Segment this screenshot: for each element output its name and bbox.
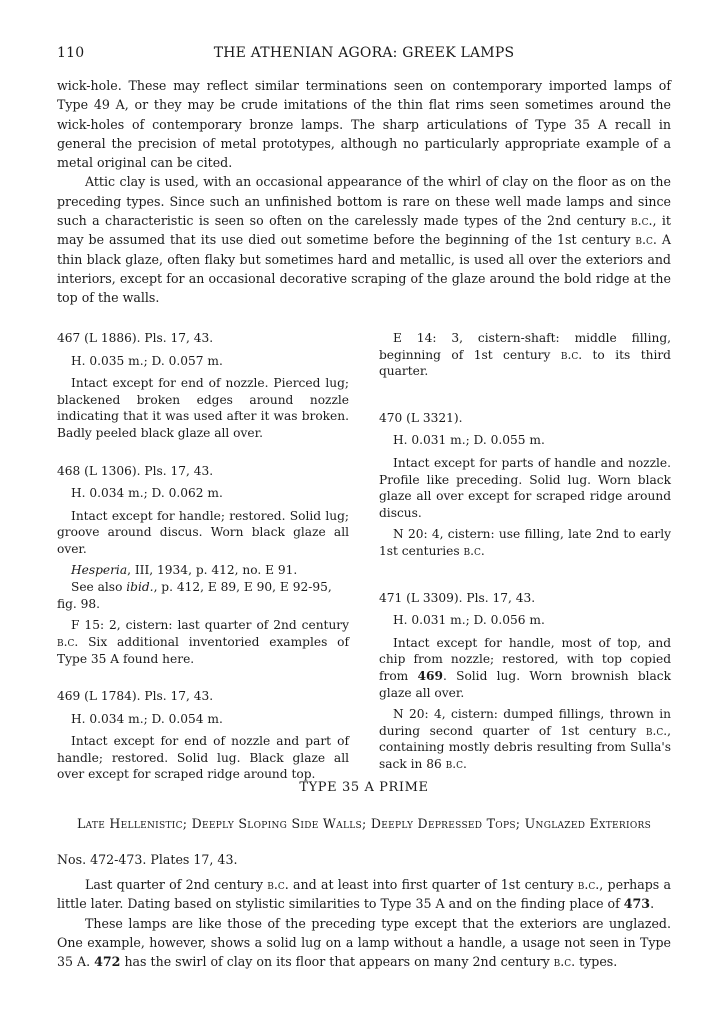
era-abbrev: b.c. xyxy=(445,756,467,771)
text-run: A thin black glaze, often flaky but sometimes hard and metallic, is used all over the exteriors and interiors, except for an occasional decorative scraping of the glaze around the bold ridge at the top of the walls. xyxy=(57,232,671,306)
text-run: These lamps are like those of the preceding type except that the exteriors are unglazed. One example, however, shows a solid lug on a lamp without a handle, a usage not seen in Type 35 A. xyxy=(57,915,671,970)
intro-paragraph-2 xyxy=(57,172,671,307)
running-header xyxy=(57,45,671,65)
text-run: , perhaps a little later. Dating based on stylistic similarities to Type 35 A and on the finding place of xyxy=(57,877,671,912)
section-subheading: Late Hellenistic; Deeply Sloping Side Walls; Deeply Depressed Tops; Unglazed Exteriors xyxy=(76,816,652,831)
era-abbrev: b.c. xyxy=(463,543,485,558)
section-heading: TYPE 35 A PRIME xyxy=(299,780,429,795)
text-run: See also xyxy=(71,580,127,595)
entry-heading: 468 (L 1306). Pls. 17, 43. xyxy=(57,463,214,478)
text-run: , III, 1934, p. 412, no. E 91. xyxy=(127,562,298,577)
entry-see-also xyxy=(57,579,349,612)
text-run: and at least into first quarter of 1st century xyxy=(288,877,578,892)
ibid-ref: ibid. xyxy=(126,580,154,595)
intro-text xyxy=(57,76,671,308)
entry-heading: 469 (L 1784). Pls. 17, 43. xyxy=(57,689,214,704)
text-run: Six additional inventoried examples of Type 35 A found here. xyxy=(57,634,349,666)
era-abbrev: b.c. xyxy=(630,213,653,229)
text-run: types. xyxy=(575,954,618,970)
section-paragraph-1 xyxy=(57,875,671,914)
text-run: N 20: 4, cistern: dumped fillings, thrown in during second quarter of 1st century xyxy=(379,707,671,738)
catalogue-numbers: Nos. 472-473. Plates 17, 43. xyxy=(57,852,238,867)
text-run: . Solid lug. Worn brownish black glaze all over. xyxy=(379,668,671,700)
catalogue-ref: 472 xyxy=(94,954,121,970)
era-abbrev: b.c. xyxy=(267,877,289,892)
entry-dimensions: H. 0.035 m.; D. 0.057 m. xyxy=(71,353,223,368)
catalogue-entry-469 xyxy=(57,688,349,783)
era-abbrev: b.c. xyxy=(553,954,576,970)
catalogue-entry-471 xyxy=(379,590,671,773)
text-run: Intact except for handle, most of top, and chip from nozzle; restored, with top copied from xyxy=(379,635,671,683)
journal-title: Hesperia xyxy=(71,562,128,577)
catalogue-column-left xyxy=(57,330,349,804)
entry-dimensions: H. 0.034 m.; D. 0.062 m. xyxy=(71,486,223,501)
text-run: F 15: 2, cistern: last quarter of 2nd century xyxy=(71,618,349,633)
entry-heading: 471 (L 3309). Pls. 17, 43. xyxy=(379,590,536,605)
text-run: , it may be assumed that its use died out sometime before the beginning of the 1st century xyxy=(57,213,671,248)
section-text xyxy=(57,875,671,971)
entry-description: Intact except for end of nozzle. Pierced lug; blackened broken edges around nozzle indicating that it was used after it was broken. Badly peeled black glaze all over. xyxy=(57,376,349,440)
page-number: 110 xyxy=(57,45,85,61)
entry-dimensions: H. 0.034 m.; D. 0.054 m. xyxy=(71,711,223,726)
text-run: to its third quarter. xyxy=(379,347,671,379)
entry-description: Intact except for parts of handle and nozzle. Profile like preceding. Solid lug. Worn black glaze all over except for scraped ridge around discus. xyxy=(379,455,671,520)
era-abbrev: b.c. xyxy=(577,877,600,892)
entry-heading: 467 (L 1886). Pls. 17, 43. xyxy=(57,331,214,345)
text-run: . xyxy=(650,896,655,912)
catalogue-ref: 473 xyxy=(623,896,651,912)
entry-description: Intact except for handle; restored. Solid lug; groove around discus. Worn black glaze all over. xyxy=(57,508,349,556)
entry-467-context xyxy=(379,330,671,380)
entry-heading: 470 (L 3321). xyxy=(379,410,463,425)
entry-context xyxy=(379,526,671,559)
era-abbrev: b.c. xyxy=(57,634,79,649)
catalogue-entry-467 xyxy=(57,330,349,442)
entry-description xyxy=(379,635,671,701)
running-title: THE ATHENIAN AGORA: GREEK LAMPS xyxy=(213,45,515,61)
text-run: , containing mostly debris resulting from Sulla's sack in 86 xyxy=(379,723,671,771)
era-abbrev: b.c. xyxy=(560,347,583,362)
catalogue-ref: 469 xyxy=(417,668,443,683)
entry-description: Intact except for end of nozzle and part of handle; restored. Solid lug. Black glaze all over except for scraped ridge around top. xyxy=(57,734,349,782)
entry-context xyxy=(379,706,671,772)
catalogue-entry-470 xyxy=(379,410,671,560)
text-run: , p. 412, E 89, E 90, E 92-95, fig. 98. xyxy=(57,580,332,611)
text-run: has the swirl of clay on its floor that appears on many 2nd century xyxy=(120,954,554,970)
catalogue-column-right xyxy=(379,330,671,793)
section-paragraph-2 xyxy=(57,914,671,972)
text-run: Last quarter of 2nd century xyxy=(85,877,268,892)
text-run: E 14: 3, cistern-shaft: middle filling, beginning of 1st century xyxy=(379,331,671,362)
text-run: Attic clay is used, with an occasional appearance of the whirl of clay on the floor as on the preceding types. Since such an unfinished bottom is rare on these well made lamps and since such a characteristic is seen so often on the carelessly made types of the 2nd century xyxy=(57,174,671,229)
entry-dimensions: H. 0.031 m.; D. 0.055 m. xyxy=(393,433,545,448)
era-abbrev: b.c. xyxy=(635,232,657,248)
text-run: N 20: 4, cistern: use filling, late 2nd to early 1st centuries xyxy=(379,527,671,558)
entry-context xyxy=(57,617,349,667)
entry-dimensions: H. 0.031 m.; D. 0.056 m. xyxy=(393,613,545,628)
catalogue-entry-468 xyxy=(57,463,349,668)
entry-bibliography xyxy=(57,562,349,579)
intro-paragraph-1: wick-hole. These may reflect similar terminations seen on contemporary imported lamps of Type 49 A, or they may be crude imitations of the thin flat rims seen sometimes around the wick-holes of contemporary bronze lamps. The sharp articulations of Type 35 A recall in general the precision of metal prototypes, although no particularly appropriate example of a metal original can be cited. xyxy=(57,78,671,171)
era-abbrev: b.c. xyxy=(645,723,668,738)
